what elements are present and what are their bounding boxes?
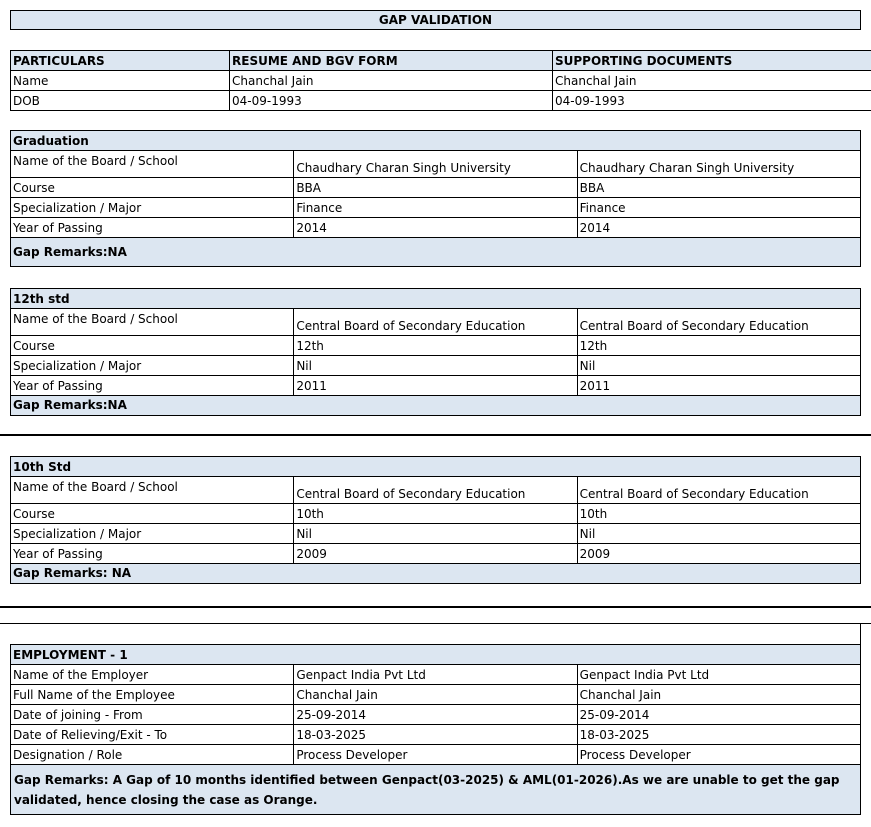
row-label: Name of the Board / School <box>11 477 294 504</box>
table-row <box>11 71 871 91</box>
twelfth-table <box>10 288 861 416</box>
documents-value: Chanchal Jain <box>553 71 871 91</box>
documents-value: 25-09-2014 <box>577 705 860 725</box>
row-label: Year of Passing <box>11 376 294 396</box>
table-row <box>11 524 861 544</box>
documents-value: BBA <box>577 178 860 198</box>
resume-value: Nil <box>294 524 577 544</box>
documents-value: 12th <box>577 336 860 356</box>
documents-value: Finance <box>577 198 860 218</box>
resume-value: 2014 <box>294 218 577 238</box>
twelfth-section <box>10 288 861 416</box>
documents-value: Genpact India Pvt Ltd <box>577 665 860 685</box>
resume-value: Chaudhary Charan Singh University <box>294 151 577 178</box>
tenth-section <box>10 456 861 584</box>
table-row <box>11 336 861 356</box>
row-label: Year of Passing <box>11 544 294 564</box>
row-label: Date of Relieving/Exit - To <box>11 725 294 745</box>
row-label: Year of Passing <box>11 218 294 238</box>
employment-table <box>10 644 861 815</box>
resume-value: Process Developer <box>294 745 577 765</box>
table-row <box>11 504 861 524</box>
row-label: Specialization / Major <box>11 524 294 544</box>
resume-value: 25-09-2014 <box>294 705 577 725</box>
documents-value: 18-03-2025 <box>577 725 860 745</box>
documents-value: Chanchal Jain <box>577 685 860 705</box>
section-heading: 10th Std <box>11 457 861 477</box>
row-label: Specialization / Major <box>11 198 294 218</box>
row-label: DOB <box>11 91 230 111</box>
section-divider <box>0 606 871 608</box>
col-resume-header: RESUME AND BGV FORM <box>230 51 553 71</box>
row-label: Name of the Employer <box>11 665 294 685</box>
row-label: Specialization / Major <box>11 356 294 376</box>
table-header-row <box>11 51 871 71</box>
resume-value: 18-03-2025 <box>294 725 577 745</box>
row-label: Designation / Role <box>11 745 294 765</box>
resume-value: BBA <box>294 178 577 198</box>
particulars-table <box>10 50 871 111</box>
particulars-section <box>10 50 861 111</box>
table-row <box>11 665 861 685</box>
graduation-section <box>10 130 861 267</box>
gap-remarks: Gap Remarks:NA <box>11 238 861 267</box>
table-row <box>11 376 861 396</box>
table-row <box>11 178 861 198</box>
documents-value: 04-09-1993 <box>553 91 871 111</box>
documents-value: Process Developer <box>577 745 860 765</box>
row-label: Course <box>11 178 294 198</box>
resume-value: Central Board of Secondary Education <box>294 477 577 504</box>
section-heading: 12th std <box>11 289 861 309</box>
employment-section <box>10 644 861 815</box>
table-row <box>11 705 861 725</box>
resume-value: 2009 <box>294 544 577 564</box>
graduation-table <box>10 130 861 267</box>
documents-value: 10th <box>577 504 860 524</box>
section-divider <box>0 434 871 436</box>
table-row <box>11 356 861 376</box>
resume-value: Chanchal Jain <box>294 685 577 705</box>
col-particulars-header: PARTICULARS <box>11 51 230 71</box>
resume-value: 12th <box>294 336 577 356</box>
table-row <box>11 218 861 238</box>
documents-value: Central Board of Secondary Education <box>577 477 860 504</box>
row-label: Name of the Board / School <box>11 309 294 336</box>
row-label: Name of the Board / School <box>11 151 294 178</box>
resume-value: Finance <box>294 198 577 218</box>
resume-value: Nil <box>294 356 577 376</box>
resume-value: Genpact India Pvt Ltd <box>294 665 577 685</box>
table-row <box>11 544 861 564</box>
tenth-table <box>10 456 861 584</box>
page-title: GAP VALIDATION <box>10 10 861 30</box>
resume-value: Chanchal Jain <box>230 71 553 91</box>
row-label: Course <box>11 336 294 356</box>
section-heading: Graduation <box>11 131 861 151</box>
resume-value: 2011 <box>294 376 577 396</box>
table-row <box>11 477 861 504</box>
table-row <box>11 725 861 745</box>
section-divider <box>0 623 871 624</box>
row-label: Name <box>11 71 230 91</box>
row-label: Course <box>11 504 294 524</box>
section-heading: EMPLOYMENT - 1 <box>11 645 861 665</box>
resume-value: 10th <box>294 504 577 524</box>
documents-value: Nil <box>577 524 860 544</box>
row-label: Date of joining - From <box>11 705 294 725</box>
gap-remarks: Gap Remarks: A Gap of 10 months identified between Genpact(03-2025) & AML(01-2026).As we are unable to get the gap validated, hence closing the case as Orange. <box>11 765 861 815</box>
resume-value: 04-09-1993 <box>230 91 553 111</box>
table-row <box>11 91 871 111</box>
table-row <box>11 745 861 765</box>
resume-value: Central Board of Secondary Education <box>294 309 577 336</box>
gap-remarks: Gap Remarks:NA <box>11 396 861 416</box>
documents-value: 2011 <box>577 376 860 396</box>
documents-value: 2009 <box>577 544 860 564</box>
documents-value: Central Board of Secondary Education <box>577 309 860 336</box>
documents-value: Nil <box>577 356 860 376</box>
table-row <box>11 685 861 705</box>
table-row <box>11 309 861 336</box>
documents-value: Chaudhary Charan Singh University <box>577 151 860 178</box>
border-line <box>860 623 861 644</box>
table-row <box>11 151 861 178</box>
row-label: Full Name of the Employee <box>11 685 294 705</box>
col-documents-header: SUPPORTING DOCUMENTS <box>553 51 871 71</box>
table-row <box>11 198 861 218</box>
gap-remarks: Gap Remarks: NA <box>11 564 861 584</box>
documents-value: 2014 <box>577 218 860 238</box>
